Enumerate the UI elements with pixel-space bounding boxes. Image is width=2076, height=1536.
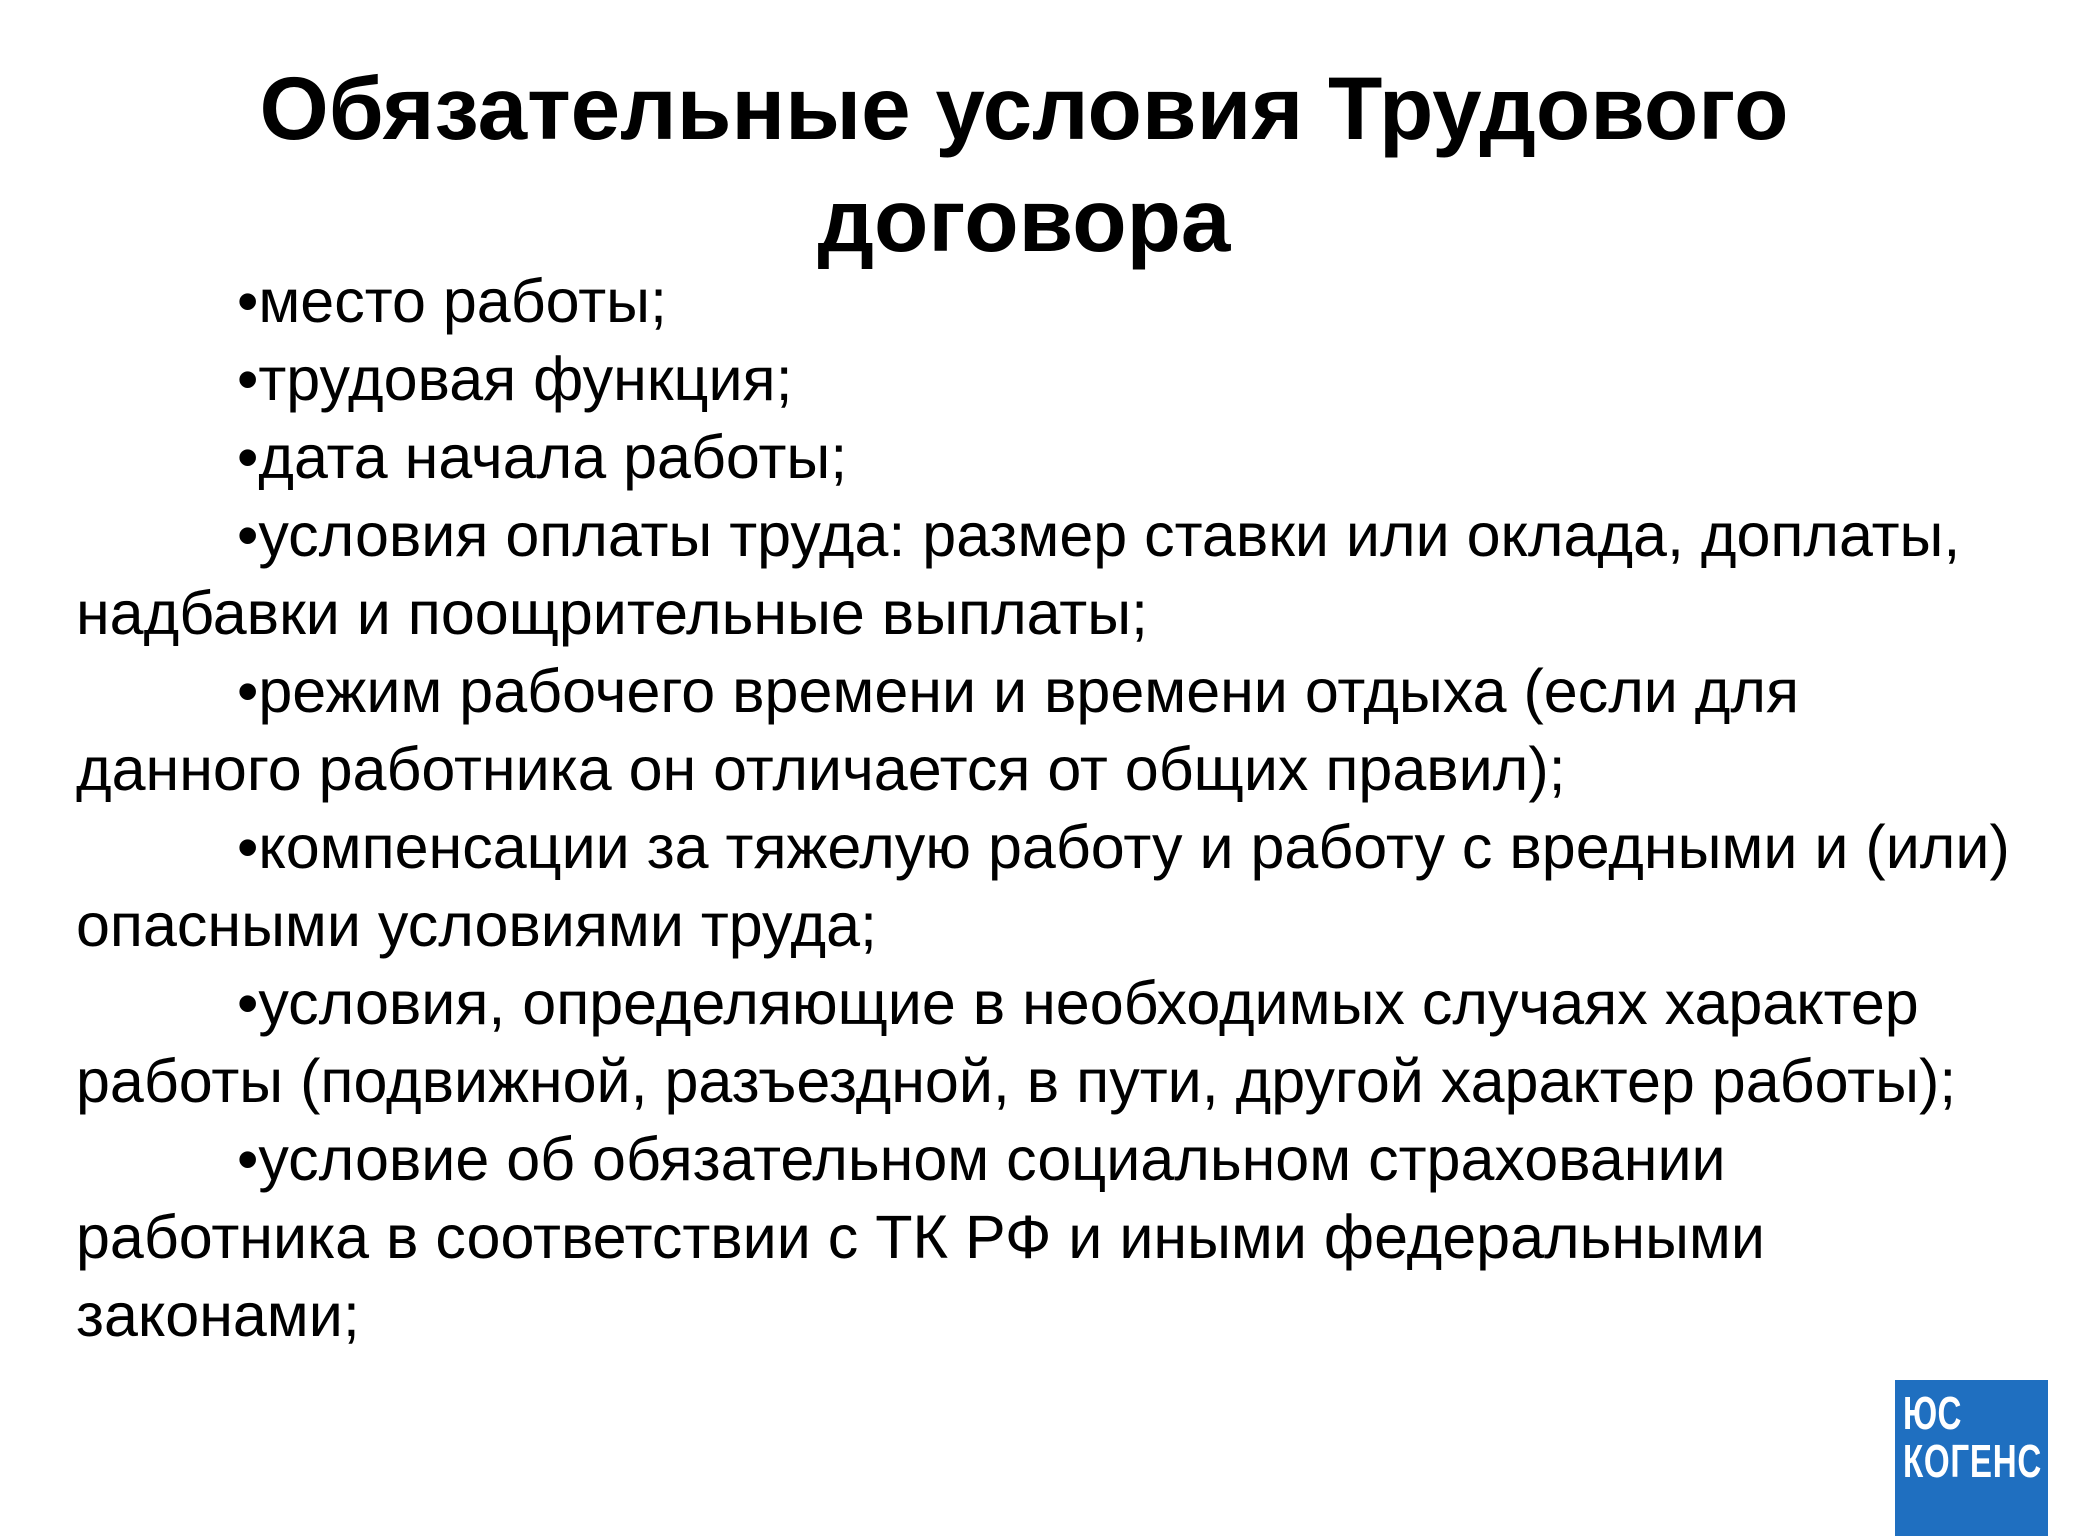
bullet-icon: • [237, 423, 259, 491]
bullet-icon: • [237, 501, 259, 569]
list-item-compensation [76, 808, 2016, 964]
company-logo [1895, 1380, 2076, 1536]
bullet-icon: • [237, 1125, 259, 1193]
list-item-text: место работы; [258, 267, 667, 335]
slide-title-line-1: Обязательные условия Трудового [259, 58, 1789, 158]
conditions-list [76, 262, 2016, 1354]
list-item-text: условие об обязательном социальном страховании работника в соответствии с ТК РФ и иными федеральными законами; [76, 1125, 1765, 1349]
list-item-start-date [76, 418, 2016, 496]
list-item-text: дата начала работы; [258, 423, 848, 491]
list-item-text: условия, определяющие в необходимых случаях характер работы (подвижной, разъездной, в пути, другой характер работы); [76, 969, 1957, 1115]
bullet-icon: • [237, 969, 259, 1037]
list-item-work-character [76, 964, 2016, 1120]
bullet-icon: • [237, 267, 259, 335]
logo-text-line-1: ЮС [1903, 1387, 1963, 1439]
list-item-text: компенсации за тяжелую работу и работу с вредными и (или) опасными условиями труда; [76, 813, 2010, 959]
list-item-pay-conditions [76, 496, 2016, 652]
list-item-work-schedule [76, 652, 2016, 808]
list-item-text: трудовая функция; [258, 345, 793, 413]
list-item-social-insurance [76, 1120, 2016, 1354]
bullet-icon: • [237, 345, 259, 413]
list-item-text: режим рабочего времени и времени отдыха (если для данного работника он отличается от общих правил); [76, 657, 1800, 803]
slide-title [0, 52, 2048, 276]
slide-title-line-2: договора [817, 170, 1231, 270]
list-item-labor-function [76, 340, 2016, 418]
bullet-icon: • [237, 657, 259, 725]
list-item-text: условия оплаты труда: размер ставки или оклада, доплаты, надбавки и поощрительные выплаты; [76, 501, 1961, 647]
logo-text-line-2: КОГЕНС Б [1903, 1435, 2076, 1487]
bullet-icon: • [237, 813, 259, 881]
list-item-workplace [76, 262, 2016, 340]
